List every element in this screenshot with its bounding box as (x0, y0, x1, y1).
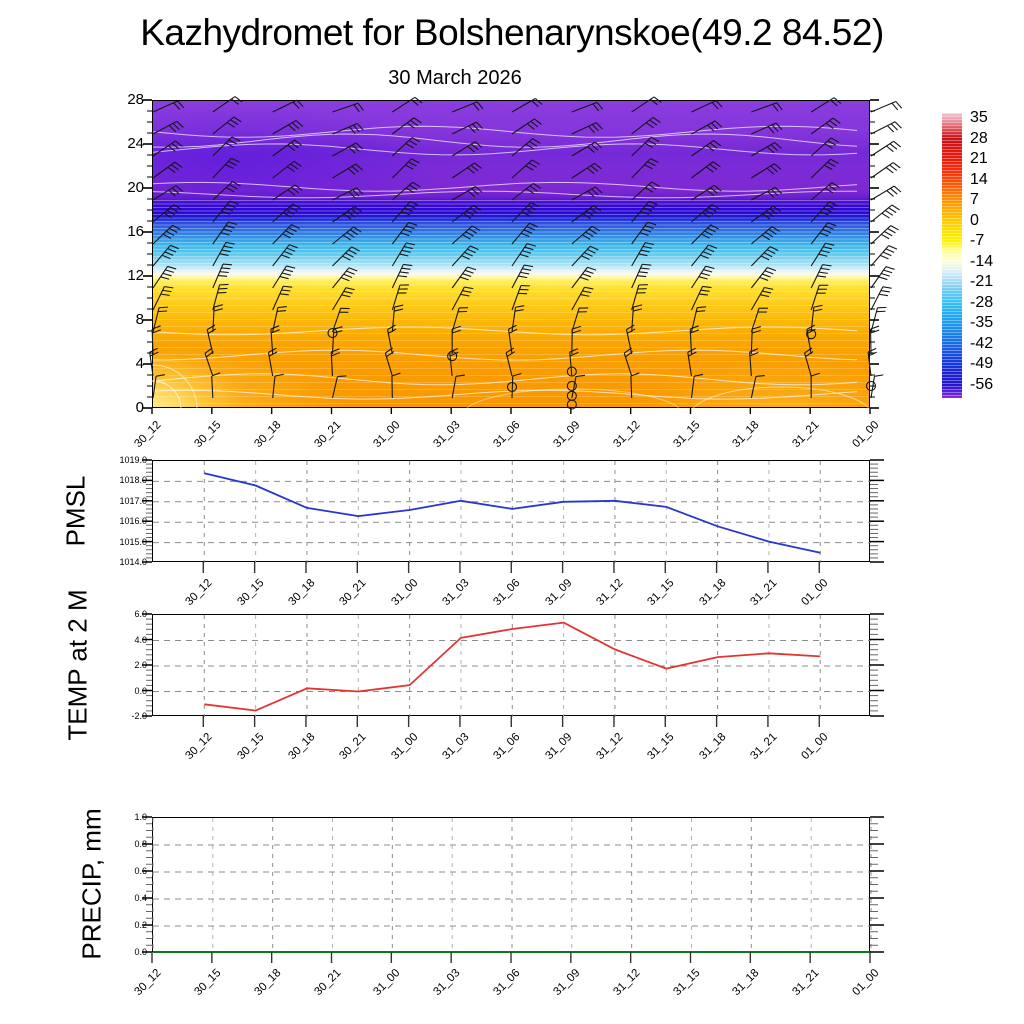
colorbar-tick-label: 0 (970, 211, 979, 229)
x-tick-label: 31_03 (431, 967, 463, 999)
x-tick-label: 31_00 (371, 419, 403, 451)
x-tick-label: 31_21 (790, 419, 822, 451)
x-tick-label: 30_15 (192, 967, 224, 999)
x-tick-label: 31_21 (748, 731, 780, 763)
temp-panel (152, 614, 870, 716)
y-tick-label: 0.2 (134, 920, 147, 930)
x-tick-label: 31_06 (491, 419, 523, 451)
figure-subtitle: 30 March 2026 (388, 67, 522, 89)
y-tick-label: 2.0 (134, 660, 147, 670)
x-tick-label: 31_12 (611, 419, 643, 451)
x-tick-label: 31_03 (431, 419, 463, 451)
colorbar-tick-label: -56 (970, 375, 994, 393)
x-tick-label: 31_12 (594, 731, 626, 763)
x-tick-label: 30_12 (183, 731, 215, 763)
pmsl-axis-title: PMSL (60, 475, 91, 547)
pmsl-panel (152, 460, 870, 562)
x-tick-label: 30_21 (337, 731, 369, 763)
temp-plot (153, 615, 871, 717)
y-tick-label: 28 (127, 91, 144, 108)
x-tick-label: 31_06 (491, 577, 523, 609)
colorbar-tick-label: 28 (970, 129, 988, 147)
x-tick-label: 30_18 (286, 731, 318, 763)
x-tick-label: 31_15 (645, 731, 677, 763)
x-tick-label: 01_00 (799, 731, 831, 763)
y-tick-label: 1017.0 (119, 495, 147, 506)
x-tick-label: 31_15 (645, 577, 677, 609)
y-tick-label: 20 (127, 179, 144, 196)
x-tick-label: 31_03 (440, 577, 472, 609)
x-tick-label: 31_00 (371, 967, 403, 999)
wind-barbs-layer (153, 101, 871, 409)
y-tick-label: 8 (135, 311, 144, 328)
x-tick-label: 30_21 (337, 577, 369, 609)
colorbar-tick-label: -28 (970, 293, 994, 311)
y-tick-label: 4 (135, 355, 144, 372)
colorbar-tick-label: 7 (970, 191, 979, 208)
colorbar-tick-label: -35 (970, 314, 994, 331)
x-tick-label: 30_15 (192, 419, 224, 451)
x-tick-label: 01_00 (799, 577, 831, 609)
colorbar-tick-label: 35 (970, 109, 988, 126)
temp-axis-title: TEMP at 2 M (62, 589, 93, 741)
colorbar-tick-label: 14 (970, 170, 988, 188)
x-tick-label: 31_09 (551, 967, 583, 999)
y-tick-label: 0.8 (134, 839, 147, 849)
x-tick-label: 30_12 (132, 967, 164, 999)
colorbar-tick-label: -21 (970, 273, 994, 290)
colorbar-tick-label: -42 (970, 334, 994, 352)
y-tick-label: 1015.0 (119, 536, 147, 547)
x-tick-label: 31_06 (491, 967, 523, 999)
y-tick-label: 0 (135, 399, 144, 416)
y-tick-label: -2.0 (131, 711, 147, 721)
x-tick-label: 31_09 (551, 419, 583, 451)
x-tick-label: 30_21 (311, 419, 343, 451)
x-tick-label: 30_21 (311, 967, 343, 999)
pmsl-plot (153, 461, 871, 563)
y-tick-label: 0.0 (134, 947, 147, 957)
figure-title: Kazhydromet for Bolshenarynskoe(49.2 84.52) (140, 12, 884, 53)
x-tick-label: 30_12 (132, 419, 164, 451)
colorbar-banding (942, 113, 962, 398)
x-tick-label: 30_15 (235, 731, 267, 763)
x-tick-label: 30_12 (183, 577, 215, 609)
x-tick-label: 31_09 (543, 731, 575, 763)
y-tick-label: 24 (127, 135, 144, 152)
x-tick-label: 31_06 (491, 731, 523, 763)
x-tick-label: 31_00 (389, 577, 421, 609)
x-tick-label: 01_00 (850, 967, 882, 999)
colorbar-tick-label: -14 (970, 252, 994, 270)
x-tick-label: 31_00 (389, 731, 421, 763)
x-tick-label: 31_18 (730, 419, 762, 451)
cross-section-panel (152, 100, 870, 408)
x-tick-label: 30_15 (235, 577, 267, 609)
x-tick-label: 31_09 (543, 577, 575, 609)
colorbar-tick-label: 21 (970, 150, 988, 167)
y-tick-label: 4.0 (134, 634, 147, 645)
x-tick-label: 30_18 (252, 967, 284, 999)
x-tick-label: 30_18 (252, 419, 284, 451)
x-tick-label: 31_15 (670, 419, 702, 451)
x-tick-label: 31_18 (730, 967, 762, 999)
colorbar-tick-label: -49 (970, 355, 994, 372)
precip-plot (153, 818, 871, 953)
precip-panel (152, 817, 870, 952)
y-tick-label: 0.0 (134, 685, 147, 696)
x-tick-label: 31_21 (790, 967, 822, 999)
y-tick-label: 1019.0 (119, 455, 147, 465)
x-tick-label: 31_12 (611, 967, 643, 999)
x-tick-label: 31_15 (670, 967, 702, 999)
precip-axis-title: PRECIP, mm (76, 808, 107, 960)
x-tick-label: 31_03 (440, 731, 472, 763)
y-tick-label: 12 (127, 267, 144, 284)
x-tick-label: 01_00 (850, 419, 882, 451)
colorbar-tick-label: -7 (970, 232, 985, 249)
y-tick-label: 1014.0 (119, 557, 147, 567)
y-tick-label: 0.4 (134, 893, 147, 903)
x-tick-label: 31_18 (696, 731, 729, 763)
y-tick-label: 1018.0 (119, 475, 147, 486)
x-tick-label: 31_18 (696, 577, 729, 609)
y-tick-label: 6.0 (134, 609, 147, 619)
y-tick-label: 1016.0 (119, 516, 147, 527)
x-tick-label: 30_18 (286, 577, 318, 609)
y-tick-label: 16 (127, 223, 144, 240)
x-tick-label: 31_21 (748, 577, 780, 609)
y-tick-label: 1.0 (134, 812, 147, 822)
x-tick-label: 31_12 (594, 577, 626, 609)
y-tick-label: 0.6 (134, 866, 147, 876)
